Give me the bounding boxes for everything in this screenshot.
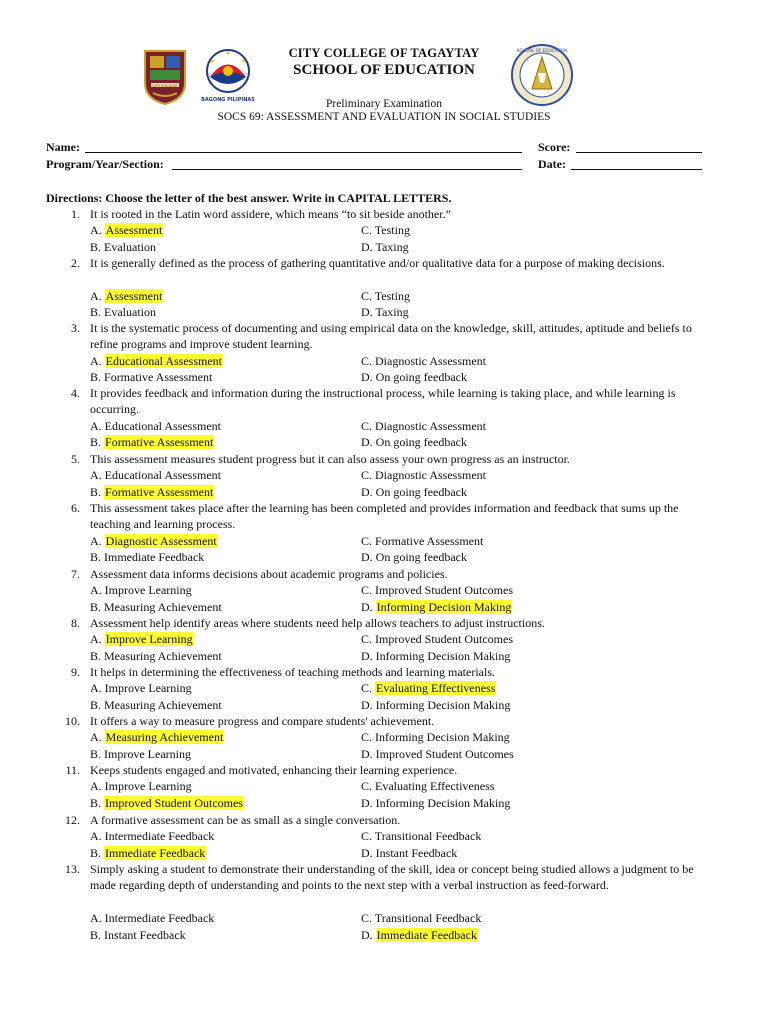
option-b [90,304,156,320]
option-b [90,845,206,861]
option-c [361,680,496,696]
option-letter: A. [90,288,105,303]
highlighted-answer: Informing Decision Making [376,599,512,614]
highlighted-answer: Educational Assessment [105,353,222,368]
question-text: Keeps students engaged and motivated, enhancing their learning experience. [90,763,458,777]
option-letter: B. [90,239,105,254]
option-d [361,746,514,762]
option-a [90,582,192,598]
option-text: Improve Learning [104,681,192,696]
question-number: 6. [71,501,80,515]
option-c [361,222,410,238]
exam-title: Preliminary Examination [326,98,442,110]
highlighted-answer: Formative Assessment [105,435,214,450]
option-b [90,549,204,565]
option-letter: B. [90,550,105,565]
option-c [361,533,483,549]
option-text: Measuring Achievement [104,599,222,614]
option-letter: B. [90,305,105,320]
option-text: Educational Assessment [104,468,221,483]
option-d [361,599,512,615]
highlighted-answer: Formative Assessment [105,484,214,499]
option-letter: A. [90,829,105,844]
option-text: Testing [374,288,410,303]
option-letter: D. [361,648,376,663]
highlighted-answer: Improved Student Outcomes [105,795,243,810]
option-b [90,434,214,450]
option-text: Diagnostic Assessment [375,353,487,368]
question-number: 11. [65,763,80,777]
option-text: Instant Feedback [104,927,186,942]
option-letter: C. [361,632,376,647]
question-number: 1. [71,207,80,221]
question-text: It provides feedback and information during the instructional process, while learning is taking place, and while learning is occurring. [90,386,676,417]
option-letter: A. [90,632,105,647]
score-field[interactable] [576,152,702,153]
question-text: It is rooted in the Latin word assidere, which means “to sit beside another.” [90,207,451,221]
date-field[interactable] [571,169,702,170]
question-number: 10. [65,714,80,728]
question-number: 8. [71,616,80,630]
option-letter: C. [361,418,376,433]
option-a [90,533,218,549]
option-b [90,927,186,943]
option-d [361,239,409,255]
question-number: 5. [71,452,80,466]
college-seal-text: CITY COLLEGE [152,84,178,88]
option-text: Intermediate Feedback [104,829,215,844]
option-letter: D. [361,697,376,712]
option-text: Evaluating Effectiveness [375,779,495,794]
option-letter: A. [90,418,105,433]
question-text: This assessment measures student progress but it can also assess your own progress as an instructor. [90,452,570,466]
option-letter: A. [90,779,105,794]
option-letter: D. [361,599,376,614]
option-letter: A. [90,353,105,368]
option-letter: B. [90,927,105,942]
option-letter: D. [361,239,376,254]
option-letter: B. [90,370,105,385]
option-c [361,778,494,794]
option-text: Improve Learning [104,583,192,598]
question-text: Assessment data informs decisions about academic programs and policies. [90,567,448,581]
option-text: Formative Assessment [104,370,213,385]
option-letter: A. [90,681,105,696]
option-c [361,828,481,844]
option-a [90,828,214,844]
option-d [361,697,510,713]
option-letter: C. [361,911,375,926]
option-d [361,927,478,943]
option-c [361,353,486,369]
option-text: Transitional Feedback [374,911,482,926]
question-text: A formative assessment can be as small as a single conversation. [90,813,401,827]
name-field[interactable] [85,152,522,153]
option-b [90,599,222,615]
option-letter: A. [90,468,105,483]
course-title: SOCS 69: ASSESSMENT AND EVALUATION IN SOCIAL STUDIES [217,111,551,123]
option-a [90,418,221,434]
option-letter: A. [90,730,105,745]
option-text: Taxing [375,239,409,254]
question-number: 9. [71,665,80,679]
option-a [90,631,194,647]
option-text: Diagnostic Assessment [375,418,487,433]
option-a [90,910,214,926]
highlighted-answer: Diagnostic Assessment [105,533,217,548]
college-name: CITY COLLEGE OF TAGAYTAY [288,46,480,60]
question-number: 4. [71,386,80,400]
highlighted-answer: Assessment [105,223,163,238]
option-text: Improve Learning [104,779,192,794]
highlighted-answer: Measuring Achievement [105,730,224,745]
option-text: On going feedback [375,370,467,385]
option-letter: B. [90,845,105,860]
option-text: Informing Decision Making [375,697,511,712]
question-number: 12. [65,813,80,827]
option-d [361,549,467,565]
option-text: Evaluation [104,305,156,320]
question-number: 7. [71,567,80,581]
option-a [90,288,163,304]
highlighted-answer: Assessment [105,288,163,303]
option-letter: D. [361,370,376,385]
question-text: Simply asking a student to demonstrate their understanding of the skill, idea or concept being studied allows a judgment to be made regarding depth of understanding and points to the next step with a verbal instruction as feed-forward. [90,862,694,893]
option-text: Informing Decision Making [375,730,510,745]
option-d [361,845,457,861]
question-text: It helps in determining the effectiveness of teaching methods and learning materials. [90,665,495,679]
school-name: SCHOOL OF EDUCATION [293,62,475,78]
option-letter: B. [90,746,105,761]
question-number: 3. [71,321,80,335]
option-a [90,222,163,238]
option-letter: C. [361,730,376,745]
option-text: Taxing [375,305,409,320]
option-letter: C. [361,583,376,598]
option-b [90,484,214,500]
option-c [361,910,481,926]
option-letter: A. [90,583,105,598]
highlighted-answer: Immediate Feedback [376,927,477,942]
option-text: Immediate Feedback [104,550,205,565]
option-b [90,369,212,385]
option-b [90,697,222,713]
option-text: Improved Student Outcomes [375,632,513,647]
name-label: Name: [46,140,80,154]
option-letter: D. [361,927,376,942]
option-letter: B. [90,484,105,499]
option-text: On going feedback [375,550,467,565]
score-label: Score: [538,140,571,154]
option-text: Educational Assessment [104,418,221,433]
option-b [90,239,156,255]
option-c [361,631,513,647]
option-letter: C. [361,223,375,238]
question-text: It offers a way to measure progress and compare students' achievement. [90,714,435,728]
option-letter: B. [90,599,105,614]
option-letter: B. [90,648,105,663]
bagong-pilipinas-text: BAGONG PILIPINAS [201,97,255,103]
option-text: Evaluation [104,239,156,254]
school-seal-text: SCHOOL OF EDUCATION [516,48,568,53]
question-number: 2. [71,256,80,270]
option-text: On going feedback [375,484,467,499]
option-letter: C. [361,533,376,548]
option-text: Measuring Achievement [104,648,222,663]
option-d [361,304,409,320]
option-a [90,467,221,483]
option-a [90,353,223,369]
option-text: Intermediate Feedback [104,911,215,926]
option-text: Diagnostic Assessment [375,468,487,483]
option-d [361,369,467,385]
option-letter: D. [361,305,376,320]
option-letter: D. [361,550,376,565]
option-c [361,582,513,598]
question-text: This assessment takes place after the learning has been completed and provides information and feedback that sums up the teaching and learning process. [90,501,679,532]
program-field[interactable] [172,169,522,170]
option-letter: D. [361,795,376,810]
option-letter: A. [90,223,105,238]
option-letter: C. [361,468,376,483]
option-c [361,729,510,745]
option-letter: A. [90,533,105,548]
option-letter: D. [361,746,376,761]
highlighted-answer: Immediate Feedback [105,845,206,860]
directions: Directions: Choose the letter of the best answer. Write in CAPITAL LETTERS. [46,191,452,205]
option-letter: D. [361,484,376,499]
option-text: Measuring Achievement [104,697,222,712]
question-text: Assessment help identify areas where students need help allows teachers to adjust instructions. [90,616,545,630]
option-d [361,648,510,664]
option-a [90,778,192,794]
option-c [361,467,486,483]
question-text: It is generally defined as the process of gathering quantitative and/or qualitative data for a purpose of making decisions. [90,256,665,270]
option-letter: C. [361,829,375,844]
highlighted-answer: Evaluating Effectiveness [376,681,496,696]
option-text: Improved Student Outcomes [375,746,514,761]
option-letter: A. [90,911,105,926]
option-b [90,648,222,664]
option-letter: C. [361,288,375,303]
question-text: It is the systematic process of documenting and using empirical data on the knowledge, skill, attitudes, aptitude and beliefs to refine programs and improve student learning. [90,321,692,352]
option-a [90,729,224,745]
program-label: Program/Year/Section: [46,157,164,171]
option-letter: C. [361,779,376,794]
option-text: Informing Decision Making [375,648,511,663]
option-text: Informing Decision Making [375,795,511,810]
option-c [361,288,410,304]
option-b [90,746,191,762]
option-text: Transitional Feedback [374,829,482,844]
highlighted-answer: Improve Learning [105,632,193,647]
option-a [90,680,192,696]
option-letter: B. [90,795,105,810]
option-text: On going feedback [375,435,467,450]
option-letter: B. [90,697,105,712]
option-letter: C. [361,681,376,696]
option-letter: D. [361,435,376,450]
option-letter: B. [90,435,105,450]
option-letter: C. [361,353,376,368]
option-text: Instant Feedback [375,845,458,860]
option-d [361,434,467,450]
option-d [361,484,467,500]
option-text: Formative Assessment [375,533,484,548]
option-letter: D. [361,845,376,860]
option-d [361,795,510,811]
question-number: 13. [65,862,80,876]
option-c [361,418,486,434]
option-text: Improve Learning [104,746,191,761]
date-label: Date: [538,157,566,171]
option-text: Improved Student Outcomes [375,583,513,598]
option-text: Testing [374,223,410,238]
option-b [90,795,244,811]
